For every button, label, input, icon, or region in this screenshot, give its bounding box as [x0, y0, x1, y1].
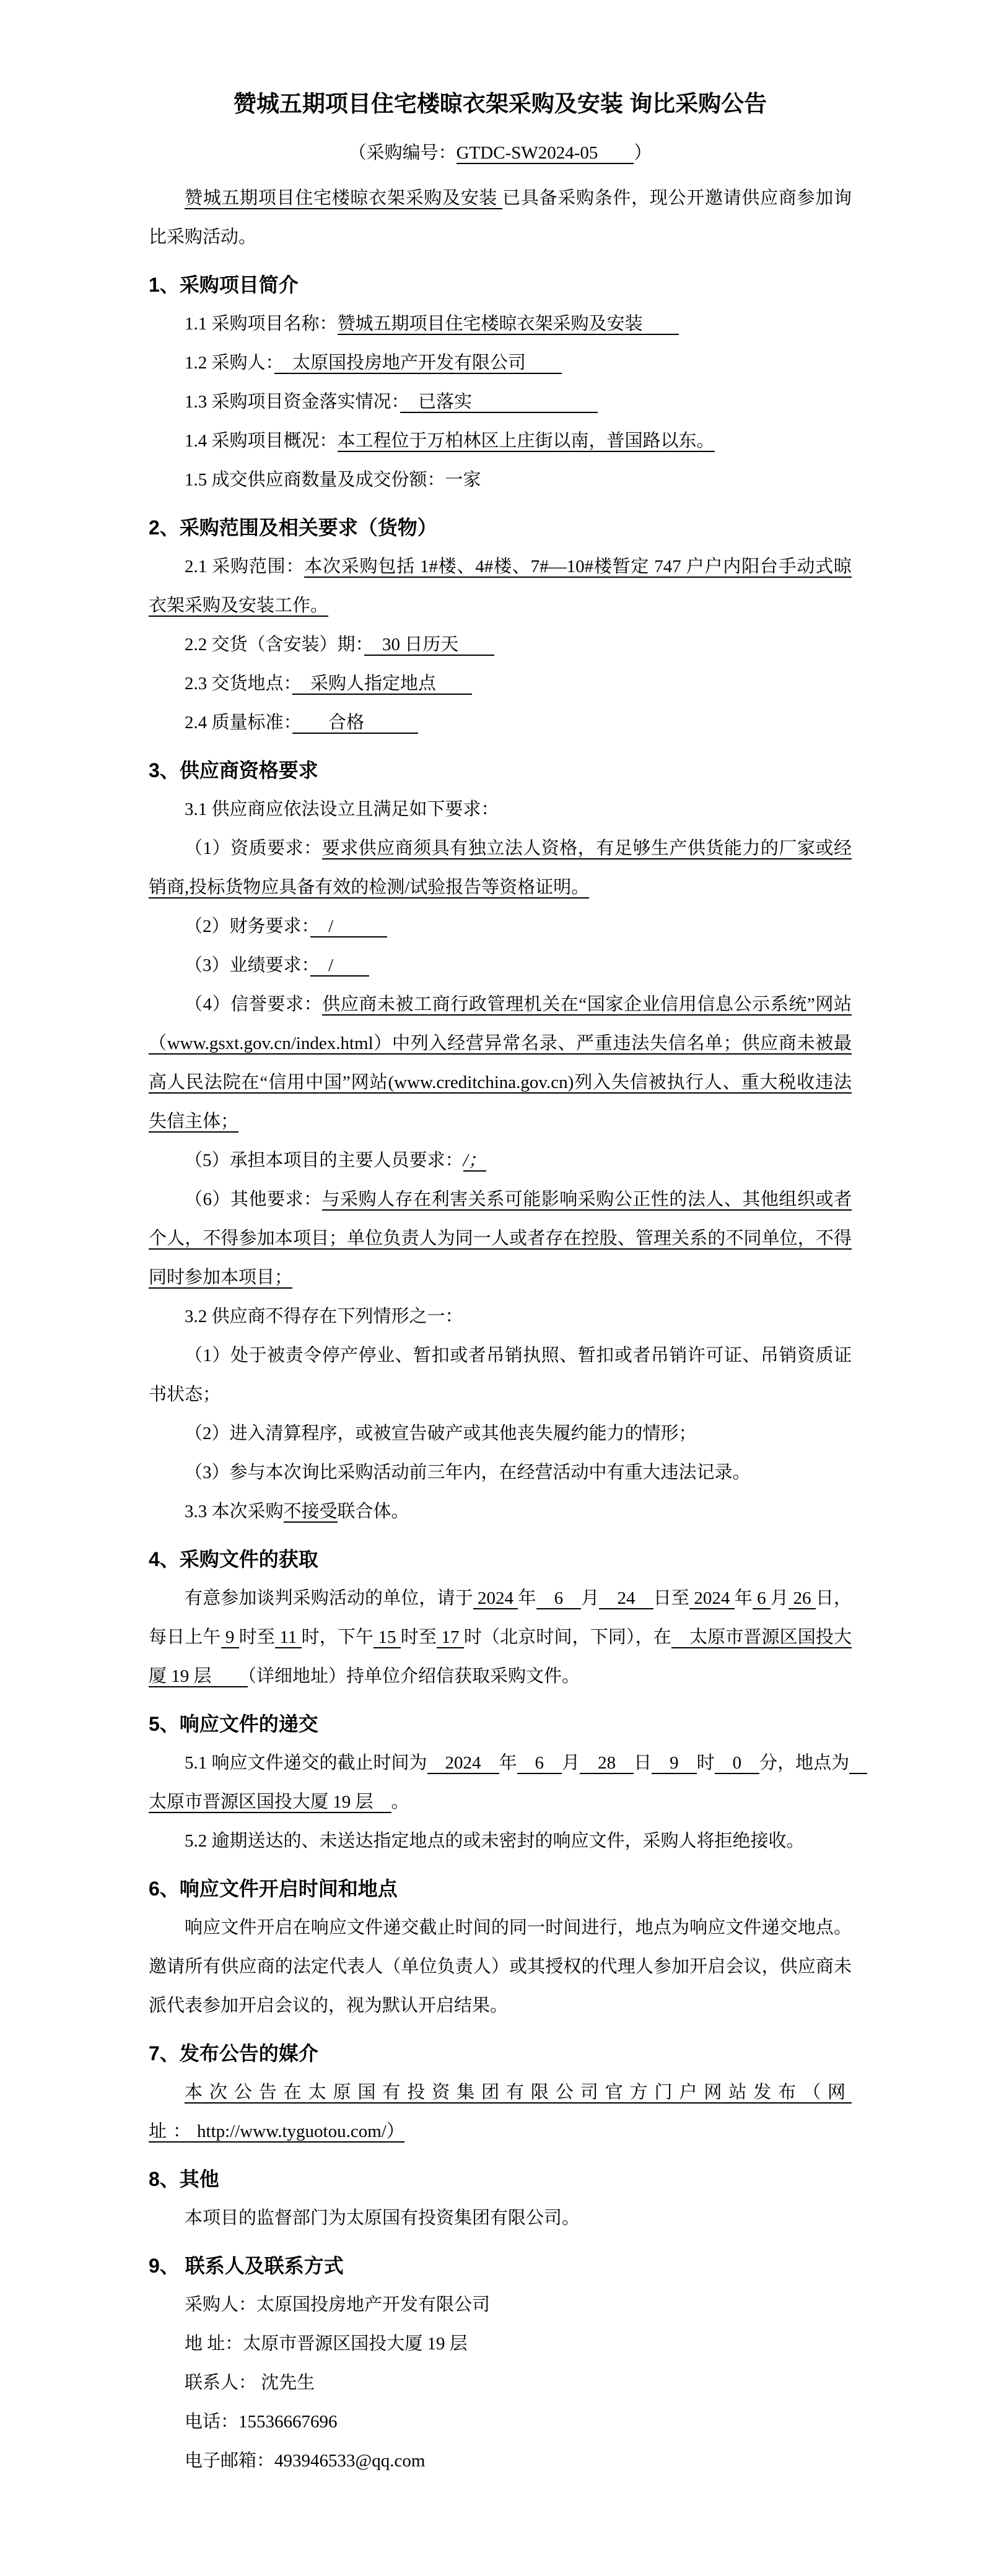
text-segment: 月	[562, 1753, 580, 1773]
underlined-value: GTDC-SW2024-05	[456, 143, 634, 163]
underlined-value: http://www.tyguotou.com/）	[197, 2121, 404, 2141]
item-5-2-rejection	[149, 1822, 852, 1861]
document-content	[149, 0, 868, 2481]
item-3-1-2-finance	[149, 907, 852, 946]
text-segment: 3、供应商资格要求	[149, 759, 318, 781]
text-segment: 5、响应文件的递交	[149, 1713, 318, 1735]
underlined-value: /；	[463, 1151, 486, 1170]
section-heading-3	[149, 751, 852, 790]
item-5-1-deadline	[149, 1744, 868, 1822]
text-segment: 。	[391, 1792, 409, 1812]
underlined-value: 2024	[689, 1588, 735, 1608]
text-segment: 赞城五期项目住宅楼晾衣架采购及安装 询比采购公告	[233, 91, 767, 116]
contact-email	[149, 2442, 852, 2481]
underlined-value: 太原市晋源区国投大厦 19 层	[149, 1753, 868, 1812]
text-segment: 响应文件开启在响应文件递交截止时间的同一时间进行，地点为响应文件递交地点。邀请所有供应商的法定代表人（单位负责人）或其授权的代理人参加开启会议，供应商未派代表参加开启会议的，视为默认开启结果。	[149, 1918, 852, 2016]
item-3-1-6-other	[149, 1180, 852, 1297]
contact-phone	[149, 2403, 852, 2442]
text-segment: （2）进入清算程序，或被宣告破产或其他丧失履约能力的情形；	[185, 1424, 697, 1443]
section-heading-8	[149, 2160, 852, 2199]
text-segment: 地 址：太原市晋源区国投大厦 19 层	[185, 2334, 468, 2354]
item-3-1-3-performance	[149, 946, 852, 985]
section-heading-9	[149, 2247, 852, 2286]
underlined-value: 6	[752, 1588, 771, 1608]
text-segment: （3）业绩要求：	[185, 955, 311, 975]
underlined-value: 15	[374, 1627, 401, 1647]
text-segment: 3.3 本次采购	[185, 1502, 284, 1521]
text-segment: 8、其他	[149, 2168, 219, 2190]
underlined-value: 11	[275, 1627, 302, 1647]
underlined-value: 0	[714, 1753, 760, 1773]
text-segment: 3.2 供应商不得存在下列情形之一：	[185, 1307, 463, 1326]
item-1-5-supplier-count	[149, 461, 852, 500]
text-segment: （3）参与本次询比采购活动前三年内，在经营活动中有重大违法记录。	[185, 1463, 751, 1482]
underlined-value: 本次采购包括 1#楼、4#楼、7#—10#楼暂定 747 户户内阳台手动式晾衣架采购及安装工作。	[149, 557, 852, 616]
section-heading-6	[149, 1869, 852, 1908]
text-segment: 时，下午	[301, 1627, 374, 1647]
item-1-4-overview	[149, 422, 852, 461]
text-segment: （6）其他要求：	[185, 1190, 322, 1209]
text-segment: 联合体。	[337, 1502, 409, 1521]
text-segment: 采购人：太原国投房地产开发有限公司	[185, 2295, 491, 2315]
underlined-value: /	[310, 916, 388, 936]
text-segment: 日，每日上午	[149, 1588, 852, 1647]
item-1-1-project-name	[149, 305, 852, 344]
text-segment: 9、 联系人及联系方式	[149, 2255, 344, 2277]
text-segment: 4、采购文件的获取	[149, 1548, 318, 1570]
item-1-3-funding	[149, 383, 852, 422]
underlined-value: 6	[517, 1753, 562, 1773]
item-2-3-delivery-place	[149, 664, 852, 703]
underlined-value: 本工程位于万柏林区上庄街以南，普国路以东。	[337, 431, 715, 451]
text-segment: 月	[771, 1588, 789, 1608]
text-segment: 1.3 采购项目资金落实情况：	[185, 392, 401, 412]
text-segment: 分，地点为	[759, 1753, 850, 1773]
underlined-value: 30 日历天	[364, 635, 495, 655]
section-7-paragraph	[149, 2073, 852, 2151]
section-heading-1	[149, 266, 852, 305]
contact-address	[149, 2325, 852, 2364]
underlined-value: 本次公告在太原国有投资集团有限公司官方门户网站发布（网址：	[149, 2082, 852, 2141]
underlined-value: 不接受	[283, 1502, 338, 1521]
text-segment: 电话：15536667696	[185, 2412, 338, 2432]
underlined-value: 太原国投房地产开发有限公司	[274, 353, 562, 373]
item-3-2-3	[149, 1453, 852, 1492]
underlined-value: 合格	[292, 713, 419, 733]
text-segment: 时（北京时间，下同），在	[463, 1627, 671, 1647]
text-segment: 日至	[653, 1588, 689, 1608]
section-heading-4	[149, 1540, 852, 1579]
underlined-value: 24	[599, 1588, 653, 1608]
text-segment: （2）财务要求：	[185, 916, 311, 936]
section-heading-5	[149, 1705, 852, 1744]
item-2-1-scope	[149, 547, 852, 625]
text-segment: （采购编号：	[348, 143, 457, 163]
text-segment: 5.1 响应文件递交的截止时间为	[185, 1753, 427, 1773]
underlined-value: 9	[652, 1753, 697, 1773]
text-segment: 7、发布公告的媒介	[149, 2042, 318, 2065]
text-segment: 1、采购项目简介	[149, 274, 299, 296]
intro-paragraph	[149, 179, 852, 257]
procurement-number-line	[149, 142, 852, 164]
text-segment: 年	[518, 1588, 536, 1608]
text-segment: 2.4 质量标准：	[185, 713, 293, 733]
item-3-1-4-credit	[149, 985, 852, 1141]
text-segment: 1.1 采购项目名称：	[185, 314, 338, 334]
section-4-paragraph	[149, 1579, 852, 1696]
text-segment: 日	[634, 1753, 652, 1773]
underlined-value: 赞城五期项目住宅楼晾衣架采购及安装	[185, 188, 503, 208]
text-segment: 2.1 采购范围：	[185, 557, 305, 577]
item-3-1-5-personnel	[149, 1141, 852, 1180]
text-segment: （详细地址）持单位介绍信获取采购文件。	[247, 1666, 580, 1686]
text-segment: 5.2 逾期送达的、未送达指定地点的或未密封的响应文件，采购人将拒绝接收。	[185, 1831, 805, 1851]
text-segment: 时至	[238, 1627, 275, 1647]
text-segment: 6、响应文件开启时间和地点	[149, 1878, 398, 1900]
section-8-paragraph	[149, 2199, 852, 2238]
underlined-value: 17	[437, 1627, 464, 1647]
item-3-2-2	[149, 1414, 852, 1453]
underlined-value: 9	[221, 1627, 239, 1647]
underlined-value: 与采购人存在利害关系可能影响采购公正性的法人、其他组织或者个人，不得参加本项目；单位负责人为同一人或者存在控股、管理关系的不同单位，不得同时参加本项目；	[149, 1190, 852, 1287]
text-segment: 1.2 采购人：	[185, 353, 275, 373]
text-segment: 2、采购范围及相关要求（货物）	[149, 516, 437, 539]
underlined-value: 赞城五期项目住宅楼晾衣架采购及安装	[337, 314, 679, 334]
text-segment: 联系人： 沈先生	[185, 2373, 315, 2393]
contact-purchaser	[149, 2286, 852, 2325]
text-segment: 2.2 交货（含安装）期：	[185, 635, 365, 655]
underlined-value: 已落实	[400, 392, 598, 412]
text-segment: 2.3 交货地点：	[185, 674, 293, 694]
text-segment: （1）处于被责令停产停业、暂扣或者吊销执照、暂扣或者吊销许可证、吊销资质证书状态；	[149, 1346, 852, 1404]
item-3-1-intro	[149, 790, 852, 829]
underlined-value: 供应商未被工商行政管理机关在“国家企业信用信息公示系统”网站（www.gsxt.gov.cn/index.html）中列入经营异常名录、严重违法失信名单；供应商未被最高人民法院在“信用中国”网站(www.creditchina.gov.cn)列入失信被执行人、重大税收违法失信主体；	[149, 994, 852, 1131]
text-segment: ）	[634, 143, 652, 163]
underlined-value: 采购人指定地点	[292, 674, 473, 694]
text-segment: 1.4 采购项目概况：	[185, 431, 338, 451]
doc-title	[149, 90, 852, 118]
text-segment: 月	[581, 1588, 600, 1608]
item-3-2-intro	[149, 1297, 852, 1336]
text-segment: （1）资质要求：	[185, 838, 322, 858]
text-segment: 3.1 供应商应依法设立且满足如下要求：	[185, 799, 499, 819]
item-2-4-quality	[149, 703, 852, 742]
text-segment: 年	[734, 1588, 753, 1608]
underlined-value: 太原市晋源区国投大厦 19 层	[149, 1627, 852, 1686]
text-segment: 有意参加谈判采购活动的单位，请于	[185, 1588, 473, 1608]
section-heading-7	[149, 2034, 852, 2073]
underlined-value: 要求供应商须具有独立法人资格，有足够生产供货能力的厂家或经销商,投标货物应具备有效的检测/试验报告等资格证明。	[149, 838, 852, 897]
text-segment: （5）承担本项目的主要人员要求：	[185, 1151, 463, 1170]
section-6-paragraph	[149, 1908, 852, 2026]
text-segment: （4）信誉要求：	[185, 994, 323, 1014]
text-segment: 已具备采购条件，现公开邀请供应商参加询比采购活动。	[149, 188, 852, 247]
underlined-value: 2024	[427, 1753, 499, 1773]
text-segment: 时	[696, 1753, 715, 1773]
item-1-2-purchaser	[149, 344, 852, 383]
text-segment: 1.5 成交供应商数量及成交份额：一家	[185, 470, 481, 490]
item-2-2-delivery-period	[149, 625, 852, 664]
item-3-3-consortium	[149, 1492, 852, 1531]
underlined-value: /	[310, 955, 370, 975]
text-segment: 年	[499, 1753, 517, 1773]
contact-person	[149, 2364, 852, 2403]
underlined-value: 6	[536, 1588, 582, 1608]
underlined-value: 2024	[473, 1588, 518, 1608]
text-segment: 时至	[400, 1627, 437, 1647]
item-3-1-1-qualification	[149, 829, 852, 907]
item-3-2-1	[149, 1336, 852, 1414]
underlined-value: 26	[789, 1588, 816, 1608]
text-segment: 本项目的监督部门为太原国有投资集团有限公司。	[185, 2208, 580, 2228]
section-heading-2	[149, 508, 852, 547]
text-segment: 电子邮箱：493946533@qq.com	[185, 2451, 426, 2471]
underlined-value: 28	[580, 1753, 634, 1773]
